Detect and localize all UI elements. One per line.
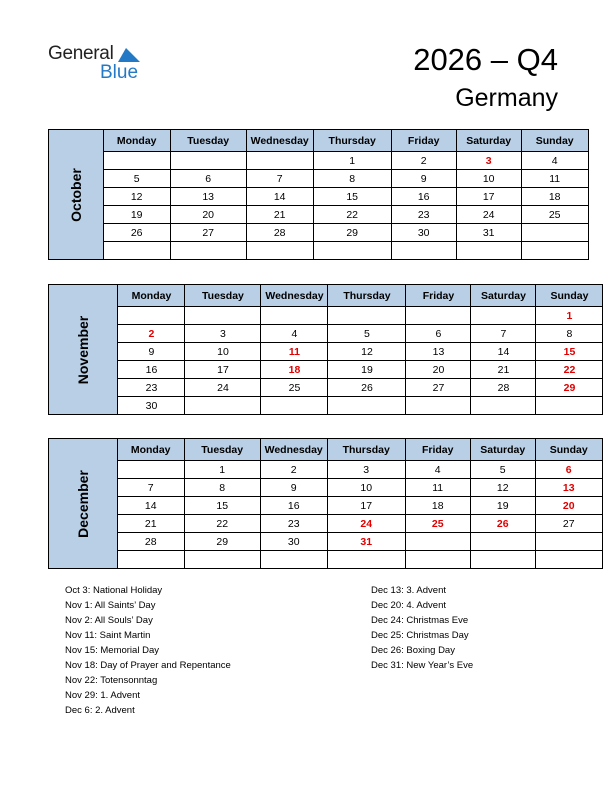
day-cell: 24: [185, 379, 261, 397]
day-cell: 11: [261, 343, 328, 361]
weekday-header: Wednesday: [246, 130, 313, 152]
day-cell: [170, 152, 246, 170]
day-cell: [185, 307, 261, 325]
day-cell: 6: [406, 325, 471, 343]
week-row: [49, 479, 603, 497]
day-cell: 13: [535, 479, 602, 497]
day-cell: 4: [261, 325, 328, 343]
day-cell: 27: [406, 379, 471, 397]
day-cell: [246, 152, 313, 170]
day-cell: 17: [456, 188, 521, 206]
day-cell: [261, 397, 328, 415]
day-cell: 10: [456, 170, 521, 188]
day-cell: 20: [406, 361, 471, 379]
day-cell: 13: [170, 188, 246, 206]
day-cell: 22: [313, 206, 391, 224]
day-cell: 11: [521, 170, 588, 188]
holiday-note: Nov 18: Day of Prayer and Repentance: [65, 660, 231, 671]
day-cell: [521, 224, 588, 242]
day-cell: 5: [103, 170, 170, 188]
weekday-header: Saturday: [470, 439, 535, 461]
day-cell: 29: [313, 224, 391, 242]
week-row: [49, 551, 603, 569]
weekday-header: Monday: [118, 285, 185, 307]
day-cell: 31: [327, 533, 405, 551]
day-cell: 30: [260, 533, 327, 551]
month-label: November: [49, 285, 118, 415]
weekday-header: Wednesday: [261, 285, 328, 307]
day-cell: 15: [313, 188, 391, 206]
day-cell: 17: [185, 361, 261, 379]
day-cell: 17: [327, 497, 405, 515]
day-cell: [405, 551, 470, 569]
week-row: [49, 152, 589, 170]
day-cell: [117, 551, 184, 569]
calendar-november: [48, 284, 603, 415]
week-row: [49, 379, 603, 397]
holiday-note: Dec 24: Christmas Eve: [371, 615, 469, 626]
day-cell: 29: [184, 533, 260, 551]
weekday-header: Friday: [405, 439, 470, 461]
day-cell: 3: [456, 152, 521, 170]
day-cell: 20: [170, 206, 246, 224]
day-cell: 3: [185, 325, 261, 343]
weekday-header: Thursday: [327, 439, 405, 461]
day-cell: 7: [117, 479, 184, 497]
day-cell: 5: [470, 461, 535, 479]
day-cell: [471, 307, 536, 325]
day-cell: [521, 242, 588, 260]
day-cell: 21: [246, 206, 313, 224]
day-cell: 22: [536, 361, 603, 379]
day-cell: 4: [405, 461, 470, 479]
day-cell: [117, 461, 184, 479]
week-row: [49, 515, 603, 533]
day-cell: 12: [103, 188, 170, 206]
weekday-header: Friday: [391, 130, 456, 152]
day-cell: 4: [521, 152, 588, 170]
day-cell: 9: [391, 170, 456, 188]
calendar-october: [48, 129, 589, 260]
day-cell: 28: [246, 224, 313, 242]
weekday-header: Monday: [103, 130, 170, 152]
day-cell: [470, 551, 535, 569]
day-cell: 21: [471, 361, 536, 379]
week-row: [49, 170, 589, 188]
day-cell: 23: [391, 206, 456, 224]
day-cell: [246, 242, 313, 260]
day-cell: 25: [261, 379, 328, 397]
day-cell: 12: [470, 479, 535, 497]
day-cell: [260, 551, 327, 569]
day-cell: [103, 152, 170, 170]
day-cell: 9: [260, 479, 327, 497]
weekday-header: Thursday: [313, 130, 391, 152]
day-cell: [261, 307, 328, 325]
weekday-header: Saturday: [456, 130, 521, 152]
day-cell: 15: [536, 343, 603, 361]
weekday-header: Tuesday: [184, 439, 260, 461]
day-cell: [456, 242, 521, 260]
day-cell: [471, 397, 536, 415]
day-cell: 21: [117, 515, 184, 533]
day-cell: 13: [406, 343, 471, 361]
day-cell: 26: [470, 515, 535, 533]
holiday-notes-right: [371, 583, 473, 673]
weekday-header: Wednesday: [260, 439, 327, 461]
day-cell: 23: [118, 379, 185, 397]
day-cell: 27: [170, 224, 246, 242]
day-cell: 16: [118, 361, 185, 379]
day-cell: [406, 397, 471, 415]
weekday-header: Saturday: [471, 285, 536, 307]
day-cell: 26: [103, 224, 170, 242]
day-cell: 25: [521, 206, 588, 224]
day-cell: 2: [118, 325, 185, 343]
day-cell: 28: [117, 533, 184, 551]
day-cell: 1: [313, 152, 391, 170]
day-cell: 6: [170, 170, 246, 188]
day-cell: [406, 307, 471, 325]
holiday-note: Nov 29: 1. Advent: [65, 690, 140, 701]
day-cell: 30: [391, 224, 456, 242]
day-cell: [391, 242, 456, 260]
week-row: [49, 307, 603, 325]
day-cell: 10: [185, 343, 261, 361]
day-cell: 27: [535, 515, 602, 533]
day-cell: 3: [327, 461, 405, 479]
day-cell: 8: [313, 170, 391, 188]
day-cell: 1: [536, 307, 603, 325]
day-cell: 18: [521, 188, 588, 206]
holiday-note: Dec 31: New Year’s Eve: [371, 660, 474, 671]
day-cell: 24: [327, 515, 405, 533]
day-cell: 20: [535, 497, 602, 515]
day-cell: 19: [470, 497, 535, 515]
day-cell: 26: [328, 379, 406, 397]
day-cell: 9: [118, 343, 185, 361]
holiday-note: Dec 25: Christmas Day: [371, 630, 469, 641]
day-cell: [118, 307, 185, 325]
week-row: [49, 188, 589, 206]
week-row: [49, 533, 603, 551]
day-cell: 28: [471, 379, 536, 397]
week-row: [49, 224, 589, 242]
weekday-header: Monday: [117, 439, 184, 461]
week-row: [49, 325, 603, 343]
day-cell: 14: [117, 497, 184, 515]
day-cell: 24: [456, 206, 521, 224]
day-cell: 2: [391, 152, 456, 170]
day-cell: 15: [184, 497, 260, 515]
weekday-header: Sunday: [521, 130, 588, 152]
day-cell: 11: [405, 479, 470, 497]
holiday-note: Nov 11: Saint Martin: [65, 630, 151, 641]
weekday-header: Friday: [406, 285, 471, 307]
day-cell: [328, 307, 406, 325]
day-cell: [170, 242, 246, 260]
logo-word-blue: Blue: [100, 62, 139, 83]
day-cell: [327, 551, 405, 569]
day-cell: [536, 397, 603, 415]
week-row: [49, 242, 589, 260]
day-cell: [103, 242, 170, 260]
week-row: [49, 361, 603, 379]
day-cell: [313, 242, 391, 260]
day-cell: 8: [536, 325, 603, 343]
holiday-notes-left: [65, 583, 231, 718]
month-label: December: [49, 439, 118, 569]
logo: [48, 44, 138, 82]
day-cell: 18: [261, 361, 328, 379]
week-row: [49, 343, 603, 361]
day-cell: 5: [328, 325, 406, 343]
day-cell: [535, 533, 602, 551]
holiday-note: Oct 3: National Holiday: [65, 585, 163, 596]
day-cell: 7: [471, 325, 536, 343]
day-cell: 16: [391, 188, 456, 206]
day-cell: 19: [328, 361, 406, 379]
holiday-note: Nov 2: All Souls’ Day: [65, 615, 153, 626]
week-row: [49, 497, 603, 515]
weekday-header: Tuesday: [185, 285, 261, 307]
day-cell: 7: [246, 170, 313, 188]
day-cell: 14: [471, 343, 536, 361]
day-cell: 19: [103, 206, 170, 224]
day-cell: 29: [536, 379, 603, 397]
holiday-note: Nov 1: All Saints’ Day: [65, 600, 156, 611]
day-cell: 16: [260, 497, 327, 515]
day-cell: [405, 533, 470, 551]
day-cell: 10: [327, 479, 405, 497]
country-title: Germany: [455, 84, 558, 112]
day-cell: [185, 397, 261, 415]
holiday-note: Dec 13: 3. Advent: [371, 585, 446, 596]
weekday-header: Thursday: [328, 285, 406, 307]
weekday-header: Sunday: [536, 285, 603, 307]
holiday-note: Nov 15: Memorial Day: [65, 645, 159, 656]
day-cell: [470, 533, 535, 551]
page-title: 2026 – Q4: [413, 42, 558, 77]
calendar-december: [48, 438, 603, 569]
day-cell: 31: [456, 224, 521, 242]
weekday-header: Tuesday: [170, 130, 246, 152]
month-label: October: [49, 130, 104, 260]
week-row: [49, 397, 603, 415]
day-cell: [328, 397, 406, 415]
week-row: [49, 206, 589, 224]
day-cell: 14: [246, 188, 313, 206]
day-cell: 8: [184, 479, 260, 497]
holiday-note: Dec 20: 4. Advent: [371, 600, 446, 611]
day-cell: 30: [118, 397, 185, 415]
day-cell: 2: [260, 461, 327, 479]
day-cell: 25: [405, 515, 470, 533]
week-row: [49, 461, 603, 479]
day-cell: 18: [405, 497, 470, 515]
day-cell: 1: [184, 461, 260, 479]
day-cell: 22: [184, 515, 260, 533]
day-cell: 12: [328, 343, 406, 361]
logo-triangle-icon: [118, 46, 140, 62]
holiday-note: Dec 6: 2. Advent: [65, 705, 135, 716]
day-cell: [184, 551, 260, 569]
day-cell: 6: [535, 461, 602, 479]
day-cell: 23: [260, 515, 327, 533]
day-cell: [535, 551, 602, 569]
logo-word-general: General: [48, 43, 114, 64]
holiday-note: Nov 22: Totensonntag: [65, 675, 158, 686]
weekday-header: Sunday: [535, 439, 602, 461]
holiday-note: Dec 26: Boxing Day: [371, 645, 455, 656]
